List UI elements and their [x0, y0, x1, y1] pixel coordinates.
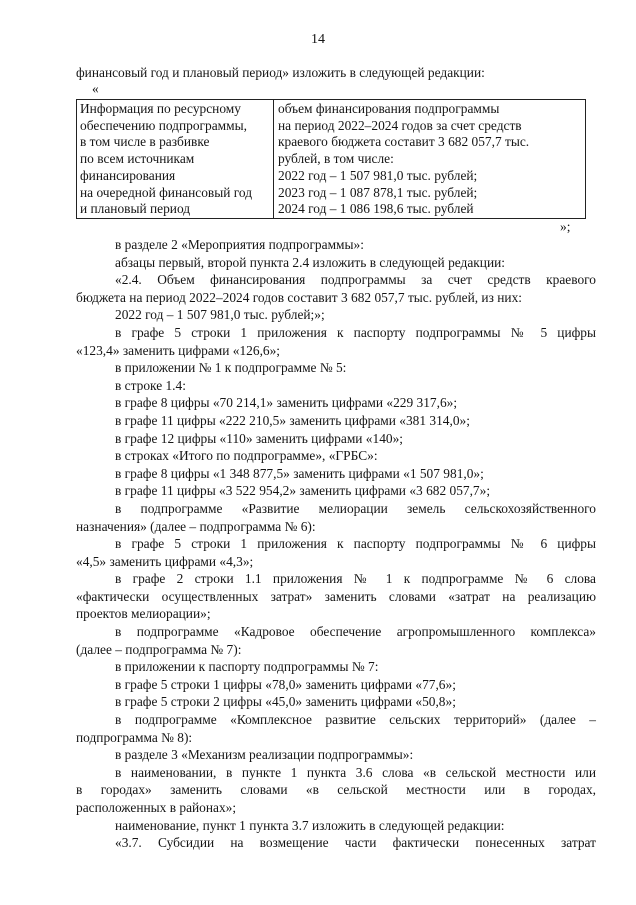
- text-line: в строке 1.4:: [115, 377, 186, 393]
- text-line: в приложении к паспорту подпрограммы № 7:: [115, 659, 379, 675]
- text-line: 2022 год – 1 507 981,0 тыс. рублей;»;: [115, 307, 325, 323]
- text-line: в приложении № 1 к подпрограмме № 5:: [115, 360, 347, 376]
- text-line: в графе 5 строки 2 цифры «45,0» заменить цифрами «50,8»;: [115, 694, 456, 710]
- text-line: «2.4. Объем финансирования подпрограммы за счет средств краевого: [115, 272, 596, 288]
- text-line: бюджета на период 2022–2024 годов составит 3 682 057,7 тыс. рублей, из них:: [76, 289, 522, 305]
- text-line: в графе 2 строки 1.1 приложения № 1 к подпрограмме № 6 слова: [115, 571, 596, 587]
- open-quote: «: [92, 81, 99, 96]
- table-left-cell: [80, 101, 252, 218]
- resource-info-table: [76, 99, 586, 219]
- text-line: в разделе 2 «Мероприятия подпрограммы»:: [115, 237, 364, 252]
- text-line: «4,5» заменить цифрами «4,3»;: [76, 553, 254, 569]
- table-cell-line: финансирования: [80, 167, 176, 183]
- text-line: в графе 5 строки 1 приложения к паспорту подпрограммы № 5 цифры: [115, 324, 596, 340]
- text-line: в строках «Итого по подпрограмме», «ГРБС»:: [115, 448, 378, 464]
- text-line: в графе 5 строки 1 приложения к паспорту подпрограммы № 6 цифры: [115, 536, 596, 552]
- text-line: «123,4» заменить цифрами «126,6»;: [76, 342, 281, 358]
- text-line: «фактически осуществленных затрат» заменить словами «затрат на реализацию: [76, 588, 596, 604]
- text-line: в графе 12 цифры «110» заменить цифрами «140»;: [115, 430, 404, 446]
- table-cell-line: по всем источникам: [80, 151, 195, 167]
- text-line: назначения» (далее – подпрограмма № 6):: [76, 518, 316, 534]
- table-cell-line: обеспечению подпрограммы,: [80, 117, 247, 133]
- table-cell-line: на очередной финансовый год: [80, 184, 253, 200]
- table-column-divider: [273, 100, 274, 218]
- table-cell-line: 2024 год – 1 086 198,6 тыс. рублей: [278, 201, 474, 217]
- text-line: наименование, пункт 1 пункта 3.7 изложить в следующей редакции:: [115, 817, 505, 833]
- page-number: 14: [311, 32, 325, 47]
- intro-line: финансовый год и плановый период» изложить в следующей редакции:: [76, 65, 485, 80]
- table-cell-line: рублей, в том числе:: [278, 151, 394, 167]
- table-cell-line: и плановый период: [80, 201, 191, 217]
- body-text: [76, 236, 596, 852]
- table-cell-line: краевого бюджета составит 3 682 057,7 тыс.: [278, 134, 530, 150]
- text-line: в подпрограмме «Развитие мелиорации земель сельскохозяйственного: [115, 500, 596, 516]
- text-line: абзацы первый, второй пункта 2.4 изложить в следующей редакции:: [115, 254, 506, 270]
- text-line: в графе 8 цифры «70 214,1» заменить цифрами «229 317,6»;: [115, 395, 458, 411]
- table-cell-line: 2022 год – 1 507 981,0 тыс. рублей;: [278, 167, 478, 183]
- table-right-cell: [278, 101, 529, 218]
- table-cell-line: в том числе в разбивке: [80, 134, 210, 150]
- text-line: в графе 5 строки 1 цифры «78,0» заменить цифрами «77,6»;: [115, 676, 456, 692]
- text-line: проектов мелиорации»;: [76, 606, 211, 622]
- text-line: в графе 8 цифры «1 348 877,5» заменить цифрами «1 507 981,0»;: [115, 465, 484, 481]
- table-cell-line: Информация по ресурсному: [80, 101, 241, 116]
- text-line: подпрограмма № 8):: [76, 729, 193, 745]
- text-line: в разделе 3 «Механизм реализации подпрограммы»:: [115, 747, 414, 763]
- text-line: «3.7. Субсидии на возмещение части фактически понесенных затрат: [115, 835, 596, 851]
- close-quote: »;: [560, 219, 571, 234]
- table-cell-line: объем финансирования подпрограммы: [278, 101, 500, 116]
- text-line: в графе 11 цифры «3 522 954,2» заменить цифрами «3 682 057,7»;: [115, 483, 491, 499]
- text-line: в наименовании, в пункте 1 пункта 3.6 слова «в сельской местности или: [115, 764, 596, 780]
- text-line: в подпрограмме «Кадровое обеспечение агропромышленного комплекса»: [115, 624, 596, 640]
- text-line: в графе 11 цифры «222 210,5» заменить цифрами «381 314,0»;: [115, 412, 470, 428]
- text-line: в подпрограмме «Комплексное развитие сельских территорий» (далее –: [115, 712, 596, 728]
- table-cell-line: 2023 год – 1 087 878,1 тыс. рублей;: [278, 184, 478, 200]
- text-line: в городах» заменить словами «в сельской местности или в городах,: [76, 782, 596, 798]
- text-line: (далее – подпрограмма № 7):: [76, 641, 242, 657]
- table-cell-line: на период 2022–2024 годов за счет средств: [278, 117, 522, 133]
- text-line: расположенных в районах»;: [76, 800, 237, 815]
